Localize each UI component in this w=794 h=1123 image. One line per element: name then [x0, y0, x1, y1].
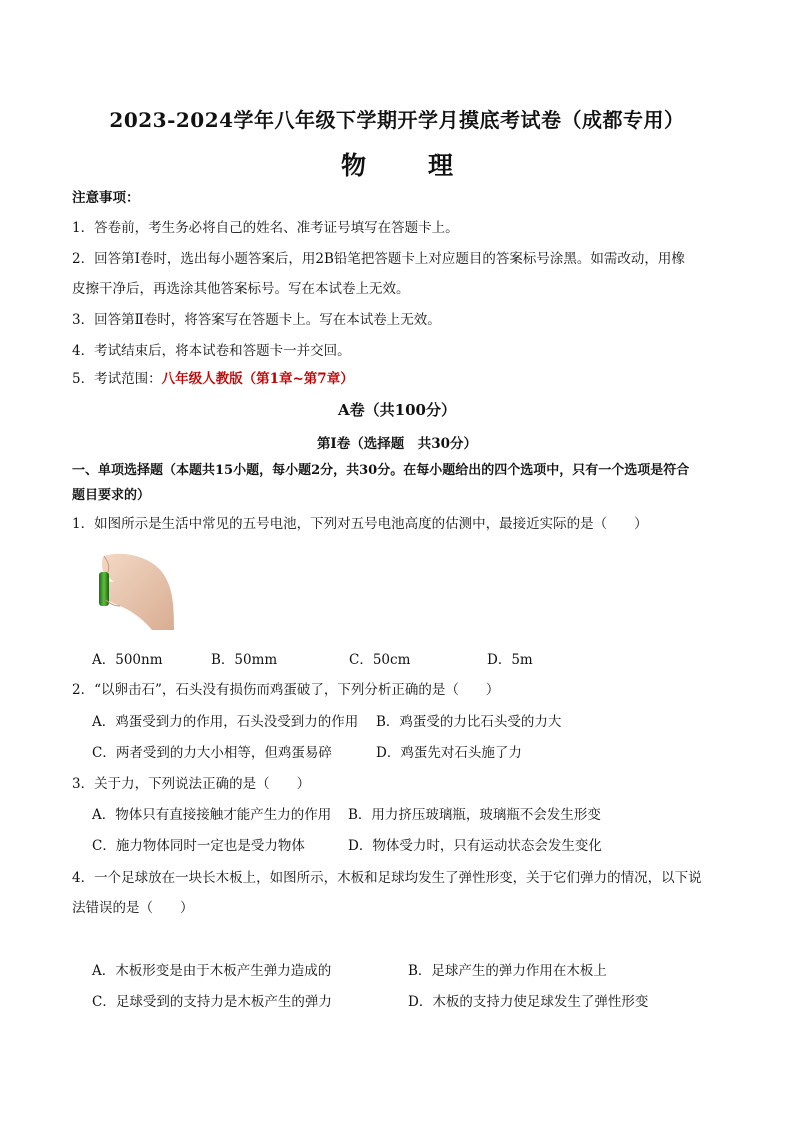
question-2-option-d: D．鸡蛋先对石头施了力 — [376, 745, 522, 761]
notes-heading: 注意事项： — [72, 190, 140, 206]
question-3-stem: 3．关于力，下列说法正确的是（ ） — [72, 776, 311, 792]
question-4-option-b: B．足球产生的弹力作用在木板上 — [408, 963, 607, 979]
note-5 — [72, 367, 354, 387]
question-2-option-a: A．鸡蛋受到力的作用，石头没受到力的作用 — [92, 714, 359, 730]
exam-scope: 八年级人教版（第1章~第7章） — [161, 371, 354, 387]
part-a-heading: A卷（共100分） — [338, 401, 456, 419]
section-1-instruction-line-2: 题目要求的） — [72, 488, 151, 503]
battery-in-hand-figure — [92, 548, 174, 630]
question-4-stem-line-1: 4．一个足球放在一块长木板上，如图所示，木板和足球均发生了弹性形变，关于它们弹力的情况，以下说 — [72, 870, 702, 886]
question-1-option-d: D．5m — [487, 652, 533, 668]
section-1-instruction-line-1: 一、单项选择题（本题共15小题，每小题2分，共30分。在每小题给出的四个选项中，只有一个选项是符合 — [72, 463, 690, 478]
question-4-option-c: C．足球受到的支持力是木板产生的弹力 — [92, 994, 332, 1010]
note-3: 3．回答第Ⅱ卷时，将答案写在答题卡上。写在本试卷上无效。 — [72, 312, 441, 328]
question-1-option-a: A．500nm — [92, 652, 163, 668]
note-5-prefix: 5．考试范围： — [72, 371, 162, 387]
question-3-option-a: A．物体只有直接接触才能产生力的作用 — [92, 807, 332, 823]
question-4-option-a: A．木板形变是由于木板产生弹力造成的 — [92, 963, 332, 979]
question-3-option-b: B．用力挤压玻璃瓶，玻璃瓶不会发生形变 — [348, 807, 601, 823]
question-1-stem: 1．如图所示是生活中常见的五号电池，下列对五号电池高度的估测中，最接近实际的是（ ） — [72, 516, 648, 532]
exam-title: 2023-2024学年八年级下学期开学月摸底考试卷（成都专用） — [109, 108, 685, 132]
note-4: 4．考试结束后，将本试卷和答题卡一并交回。 — [72, 343, 351, 359]
note-1: 1．答卷前，考生务必将自己的姓名、准考证号填写在答题卡上。 — [72, 220, 459, 236]
question-3-option-c: C．施力物体同时一定也是受力物体 — [92, 838, 305, 854]
question-3-option-d: D．物体受力时，只有运动状态会发生变化 — [348, 838, 602, 854]
volume-1-heading: 第Ⅰ卷（选择题 共30分） — [316, 436, 478, 452]
subject-char-1: 物 — [340, 151, 366, 180]
question-2-stem: 2．“以卵击石”，石头没有损伤而鸡蛋破了，下列分析正确的是（ ） — [72, 682, 500, 698]
note-2-line-2: 皮擦干净后，再选涂其他答案标号。写在本试卷上无效。 — [72, 281, 410, 297]
question-1-option-c: C．50cm — [349, 652, 411, 668]
subject-heading — [0, 146, 794, 182]
question-2-option-b: B．鸡蛋受的力比石头受的力大 — [376, 714, 562, 730]
question-1-option-b: B．50mm — [211, 652, 278, 668]
question-4-option-d: D．木板的支持力使足球发生了弹性形变 — [408, 994, 649, 1010]
question-2-option-c: C．两者受到的力大小相等，但鸡蛋易碎 — [92, 745, 332, 761]
note-2-line-1: 2．回答第Ⅰ卷时，选出每小题答案后，用2B铅笔把答题卡上对应题目的答案标号涂黑。如需改动，用橡 — [72, 251, 685, 267]
hand-shape — [100, 554, 174, 630]
subject-char-2: 理 — [428, 151, 454, 180]
question-4-stem-line-2: 法错误的是（ ） — [72, 900, 194, 916]
